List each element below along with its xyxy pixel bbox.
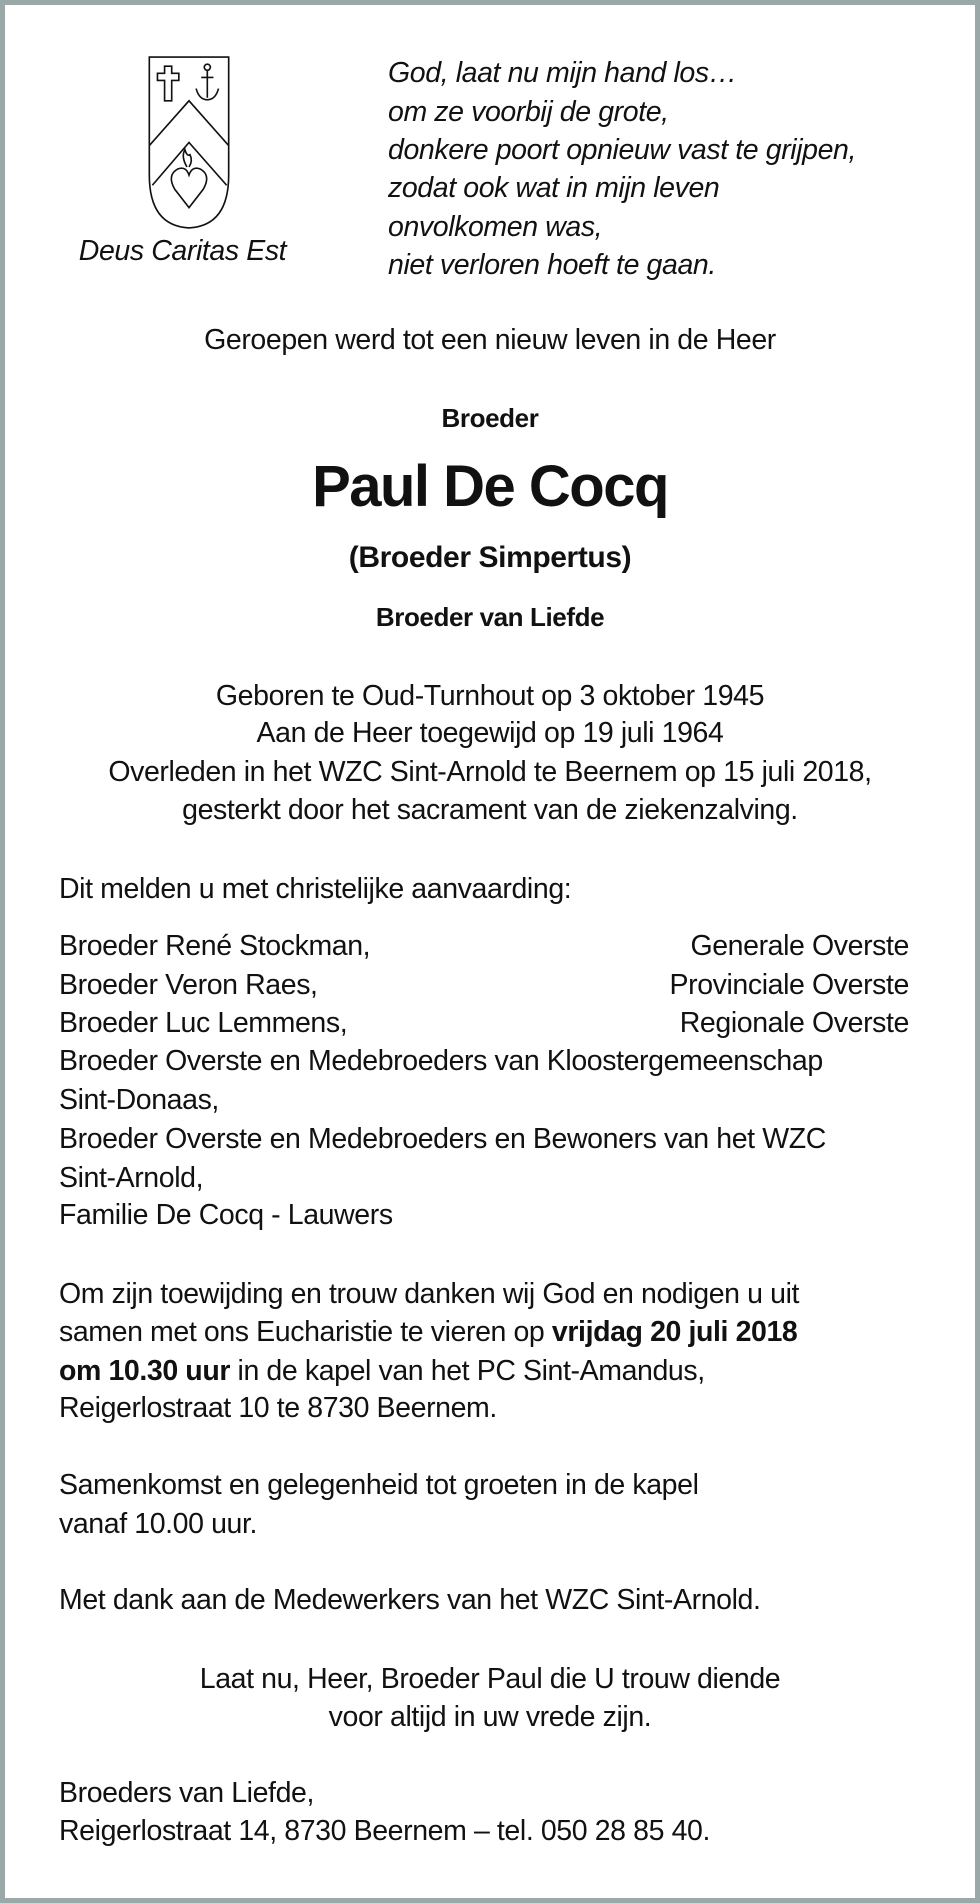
mourner-line: Broeder Overste en Medebroeders en Bewoners van het WZC [59,1123,826,1155]
gathering-line: vanaf 10.00 uur. [59,1508,258,1540]
life-line: Geboren te Oud-Turnhout op 3 oktober 1945 [215,680,765,712]
contact-line: Reigerlostraat 14, 8730 Beernem – tel. 050 28 85 40. [59,1815,710,1847]
mourner-name: Broeder René Stockman, [59,930,371,962]
poem-line: zodat ook wat in mijn leven [388,172,720,204]
mourner-row [59,927,909,965]
poem-line: om ze voorbij de grote, [388,96,669,128]
mourner-line: Sint-Donaas, [59,1084,219,1116]
poem-line: niet verloren hoeft te gaan. [388,249,716,281]
gathering-line: Samenkomst en gelegenheid tot groeten in de kapel [59,1469,699,1501]
contact-line: Broeders van Liefde, [59,1777,314,1809]
mourner-line: Sint-Arnold, [59,1162,204,1194]
mourner-row [59,1004,909,1042]
service-address: Reigerlostraat 10 te 8730 Beernem. [59,1392,497,1424]
emblem-motto: Deus Caritas Est [78,235,287,267]
deceased-name: Paul De Cocq [312,454,668,519]
coat-of-arms-emblem [115,55,263,230]
poem-line: donkere poort opnieuw vast te grijpen, [388,134,857,166]
mourner-name: Broeder Veron Raes, [59,969,318,1001]
life-line: gesterkt door het sacrament van de ziekenzalving. [182,794,798,826]
mourner-line: Familie De Cocq - Lauwers [59,1199,393,1231]
life-line: Overleden in het WZC Sint-Arnold te Beernem op 15 juli 2018, [108,756,872,788]
intro-text: Geroepen werd tot een nieuw leven in de Heer [204,324,776,356]
poem-line: onvolkomen was, [388,211,603,243]
service-text: in de kapel van het PC Sint-Amandus, [230,1355,705,1387]
prayer-line: Laat nu, Heer, Broeder Paul die U trouw diende [199,1663,781,1695]
service-line [59,1352,705,1390]
mourner-role: Regionale Overste [679,1007,909,1039]
congregation: Broeder van Liefde [375,602,605,632]
prayer-line: voor altijd in uw vrede zijn. [328,1701,652,1733]
mourner-row [59,966,909,1004]
mourner-role: Provinciale Overste [669,969,909,1001]
mourner-name: Broeder Luc Lemmens, [59,1007,348,1039]
thanks-text: Met dank aan de Medewerkers van het WZC Sint-Arnold. [59,1584,761,1616]
title-prefix: Broeder [441,403,539,433]
mourner-role: Generale Overste [690,930,909,962]
religious-name: (Broeder Simpertus) [348,541,632,574]
service-line: Om zijn toewijding en trouw danken wij God en nodigen u uit [59,1278,800,1310]
life-line: Aan de Heer toegewijd op 19 juli 1964 [256,717,724,749]
announcement: Dit melden u met christelijke aanvaarding: [59,873,572,905]
service-time: om 10.30 uur [59,1355,231,1387]
service-date: vrijdag 20 juli 2018 [551,1316,798,1348]
poem-line: God, laat nu mijn hand los… [388,57,737,89]
service-line [59,1313,797,1351]
mourner-line: Broeder Overste en Medebroeders van Kloostergemeenschap [59,1045,823,1077]
service-text: samen met ons Eucharistie te vieren op [59,1316,552,1348]
